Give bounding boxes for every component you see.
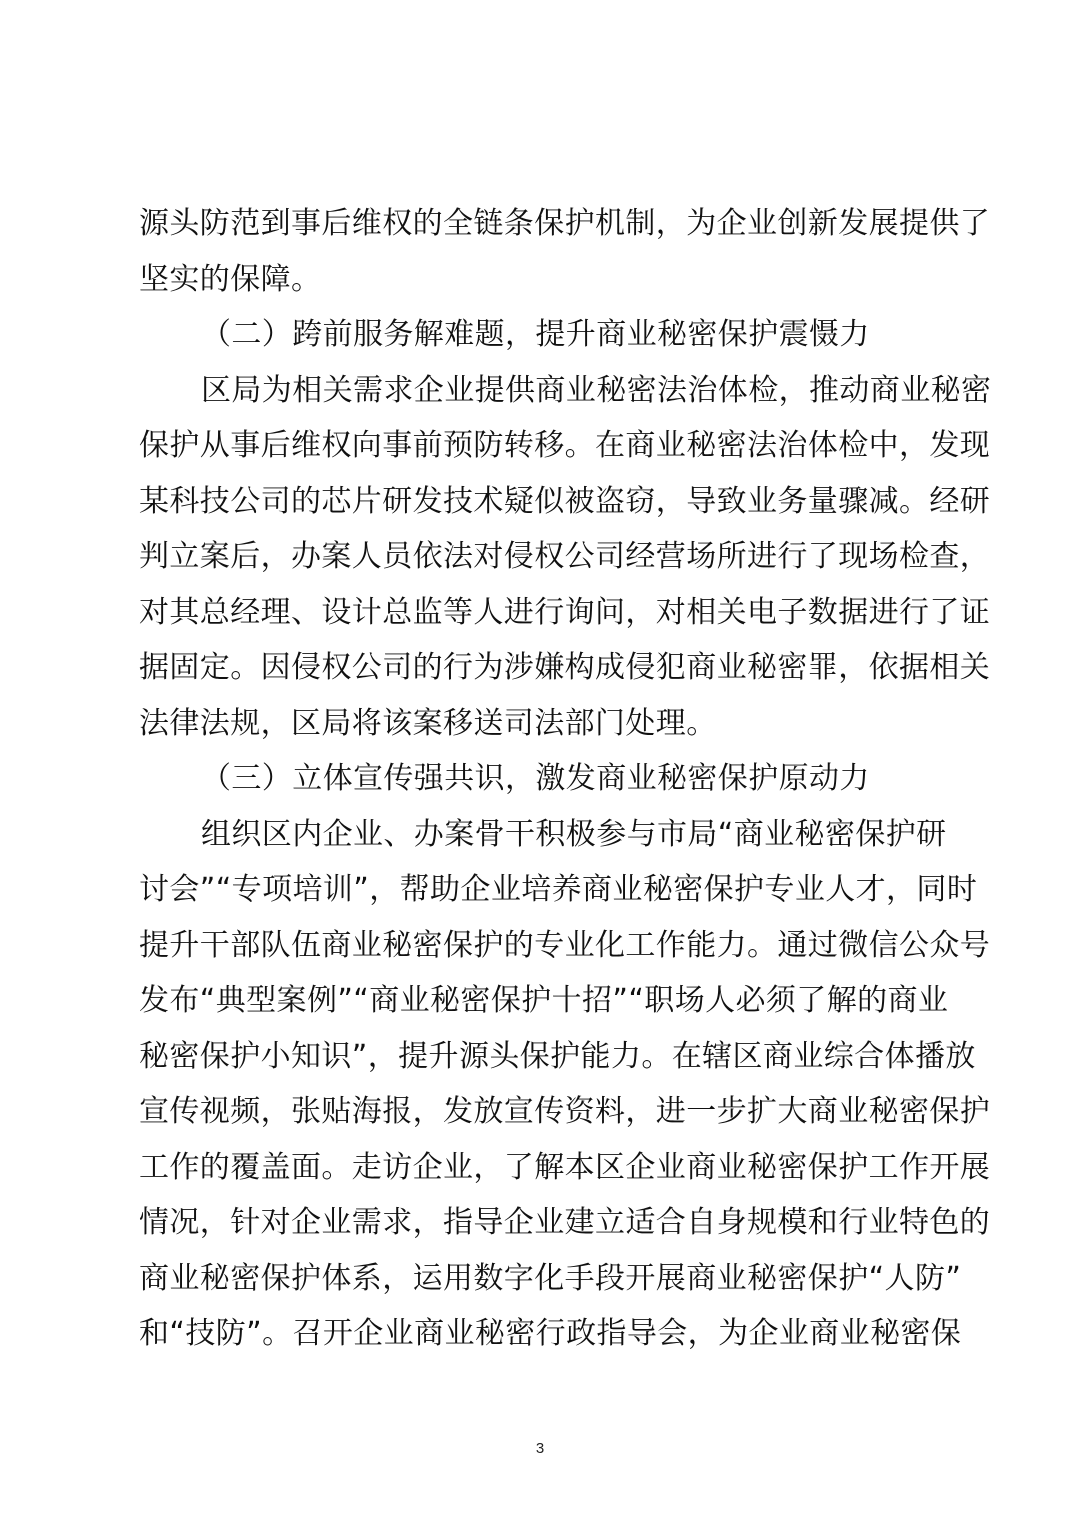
text-line: 工作的覆盖面。走访企业，了解本区企业商业秘密保护工作开展 [139,1149,991,1185]
section-heading: （二）跨前服务解难题，提升商业秘密保护震慑力 [201,317,870,352]
text-line: 对其总经理、设计总监等人进行询问，对相关电子数据进行了证 [139,594,991,630]
text-line: 判立案后，办案人员依法对侵权公司经营场所进行了现场检查， [139,539,991,574]
text-line: 情况，针对企业需求，指导企业建立适合自身规模和行业特色的 [139,1205,991,1240]
text-line: 讨会”“专项培训”，帮助企业培养商业秘密保护专业人才，同时 [139,872,978,907]
text-line: 坚实的保障。 [139,261,322,297]
text-line: 秘密保护小知识”，提升源头保护能力。在辖区商业综合体播放 [139,1038,976,1074]
text-line: 区局为相关需求企业提供商业秘密法治体检，推动商业秘密 [201,372,992,408]
text-line: 发布“典型案例”“商业秘密保护十招”“职场人必须了解的商业 [139,983,949,1018]
section-heading: （三）立体宣传强共识，激发商业秘密保护原动力 [201,761,870,796]
page-number: 3 [535,1440,545,1457]
text-line: 某科技公司的芯片研发技术疑似被盗窃，导致业务量骤减。经研 [139,483,991,519]
text-line: 保护从事后维权向事前预防转移。在商业秘密法治体检中，发现 [139,428,991,463]
text-line: 提升干部队伍商业秘密保护的专业化工作能力。通过微信公众号 [139,927,991,963]
text-line: 据固定。因侵权公司的行为涉嫌构成侵犯商业秘密罪，依据相关 [139,650,991,685]
text-line: 源头防范到事后维权的全链条保护机制，为企业创新发展提供了 [139,206,991,241]
text-line: 宣传视频，张贴海报，发放宣传资料，进一步扩大商业秘密保护 [139,1094,991,1129]
body-text [139,196,992,1362]
text-line: 组织区内企业、办案骨干积极参与市局“商业秘密保护研 [201,816,947,852]
text-line: 和“技防”。召开企业商业秘密行政指导会，为企业商业秘密保 [139,1316,962,1351]
text-line: 法律法规，区局将该案移送司法部门处理。 [139,705,717,741]
text-line: 商业秘密保护体系，运用数字化手段开展商业秘密保护“人防” [139,1260,962,1296]
